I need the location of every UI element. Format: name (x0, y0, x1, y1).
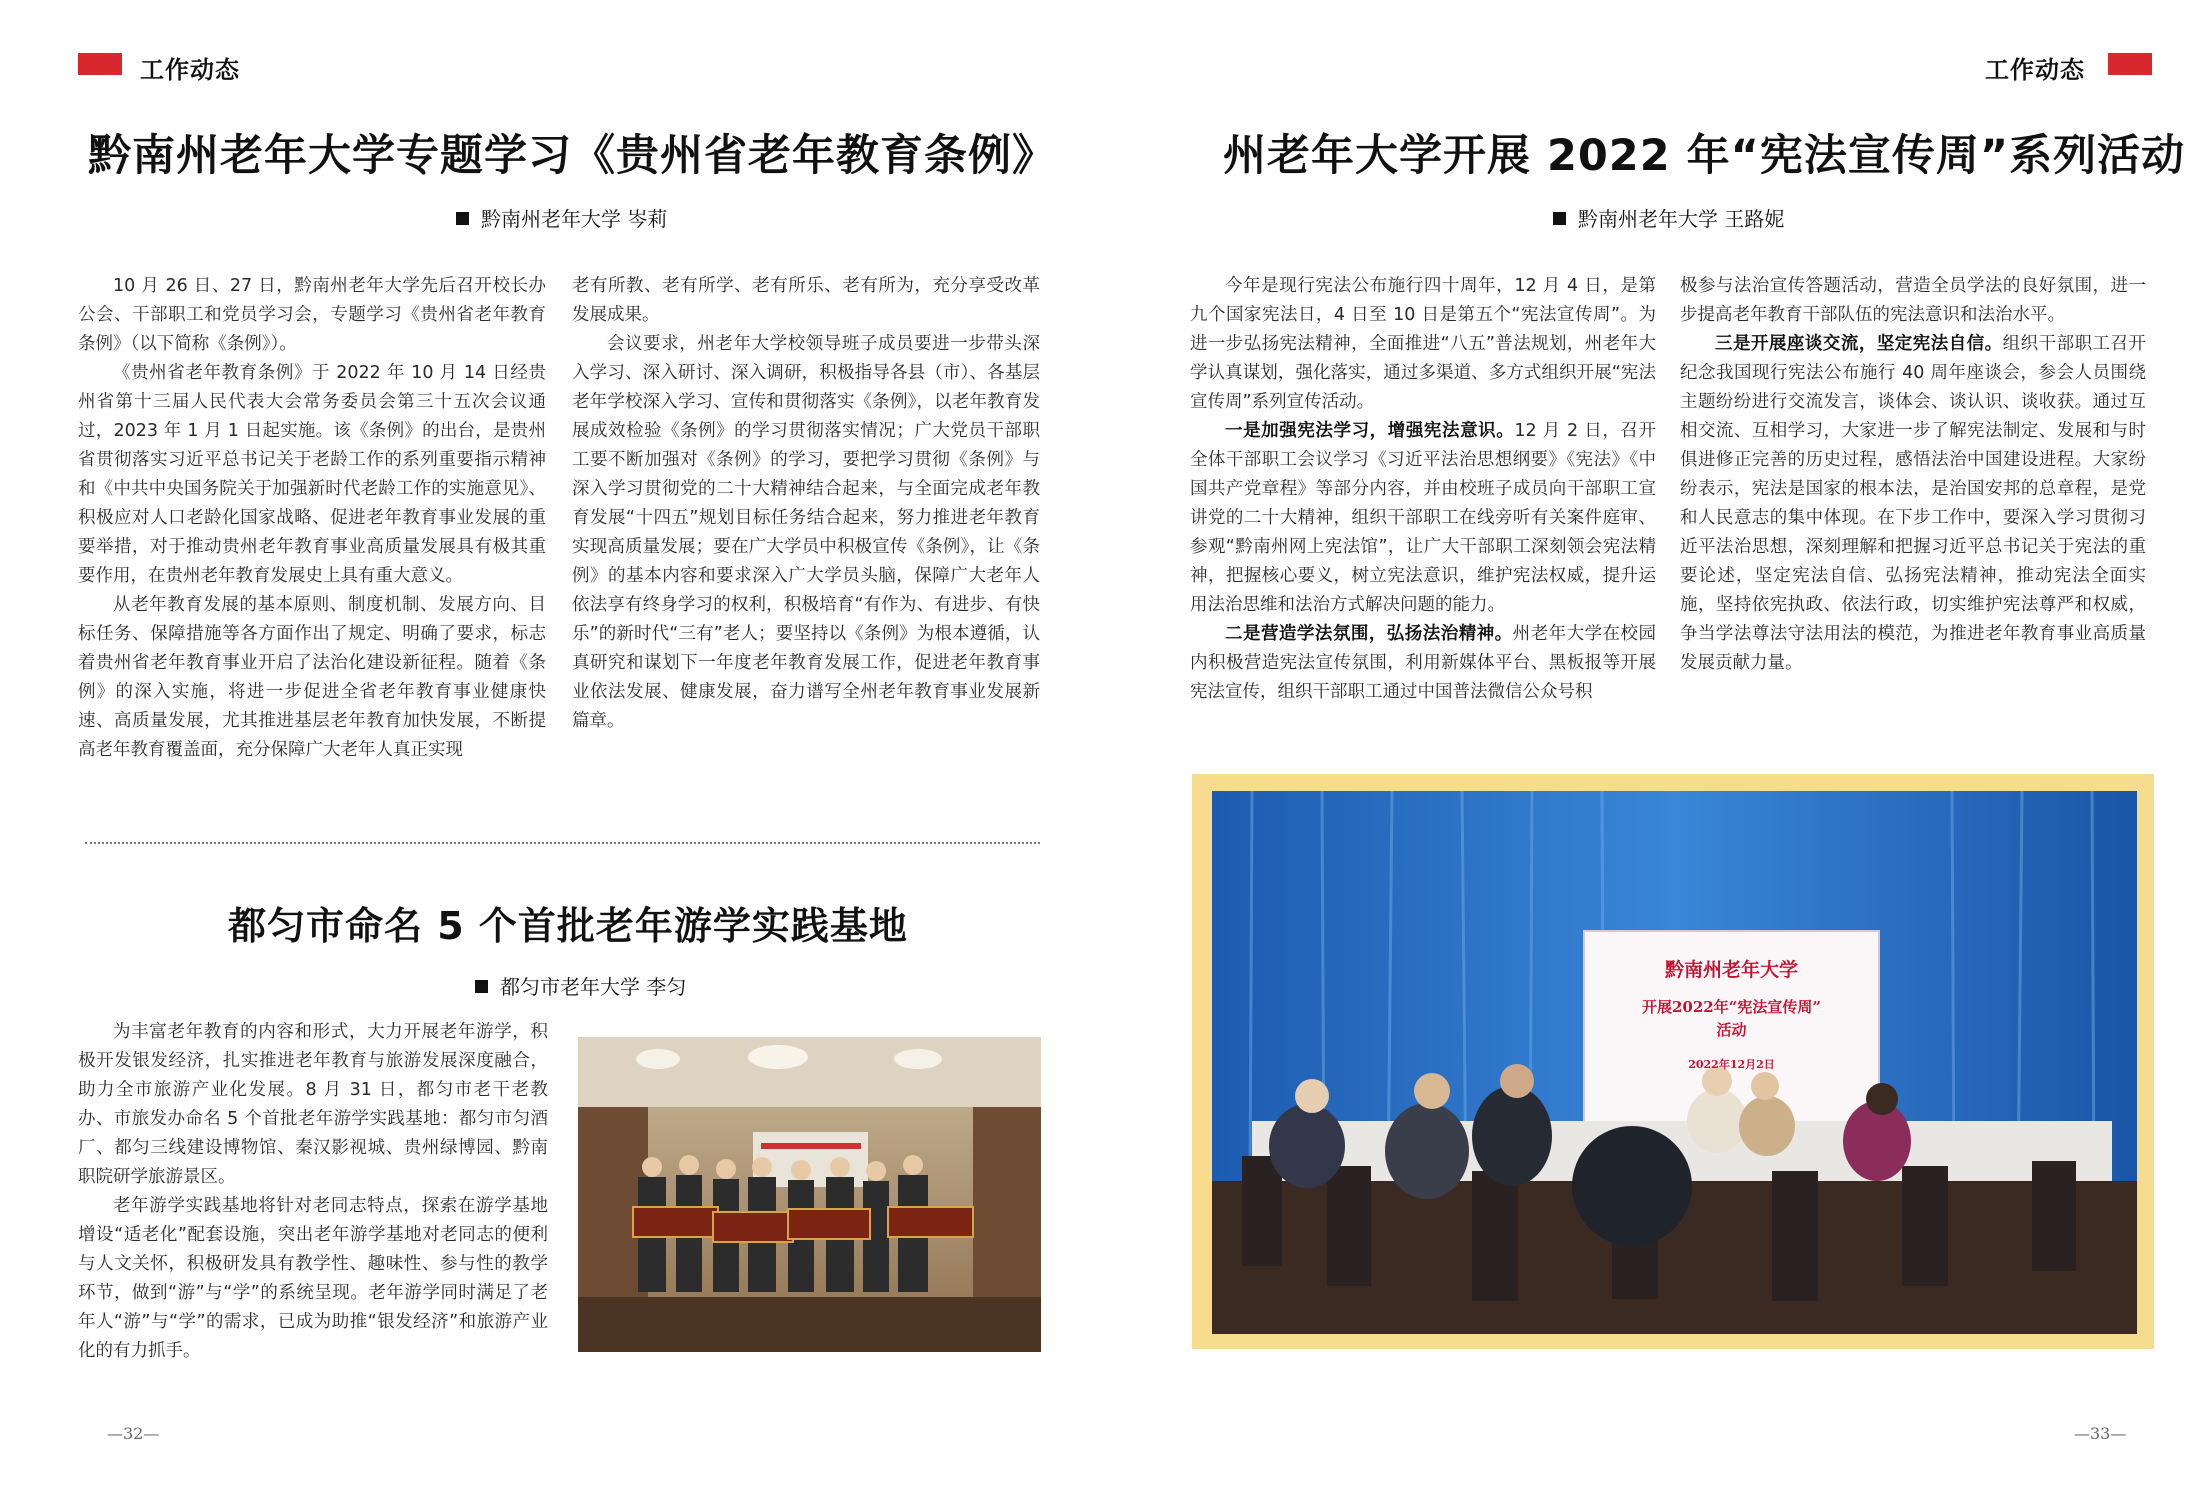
paragraph: 从老年教育发展的基本原则、制度机制、发展方向、目标任务、保障措施等各方面作出了规定、明确了要求，标志着贵州省老年教育事业开启了法治化建设新征程。随着《条例》的深入实施，将进一步促进全省老年教育事业健康快速、高质量发展，尤其推进基层老年教育加快发展，不断提高老年教育覆盖面，充分保障广大老年人真正实现 (78, 595, 546, 760)
screen-line-1: 黔南州老年大学 (1664, 959, 1798, 981)
byline-1: 黔南州老年大学 岑莉 (456, 203, 667, 232)
screen-text (1584, 931, 1879, 1136)
article-title-1: 黔南州老年大学专题学习《贵州省老年教育条例》 (88, 131, 1056, 181)
section-label-left: 工作动态 (140, 56, 240, 84)
paragraph: 会议要求，州老年大学校领导班子成员要进一步带头深入学习、深入研讨、深入调研，积极指导各县（市）、各基层老年学校深入学习、宣传和贯彻落实《条例》，以老年教育发展成效检验《条例》的学习贯彻落实情况；广大党员干部职工要不断加强对《条例》的学习，要把学习贯彻《条例》与深入学习贯彻党的二十大精神结合起来，与全面完成老年教育发展“十四五”规划目标任务结合起来，努力推进老年教育实现高质量发展；要在广大学员中积极宣传《条例》，让《条例》的基本内容和要求深入广大学员头脑，保障广大老年人依法享有终身学习的权利，积极培育“有作为、有进步、有快乐”的新时代“三有”老人；要坚持以《条例》为根本遵循，认真研究和谋划下一年度老年教育发展工作，促进老年教育事业依法发展、健康发展，奋力谱写全州老年教育事业发展新篇章。 (572, 334, 1040, 731)
screen-line-2: 开展2022年“宪法宣传周” (1641, 998, 1821, 1016)
page-number-left: —32— (107, 1424, 160, 1443)
article-title-3: 州老年大学开展 2022 年“宪法宣传周”系列活动 (1223, 131, 2186, 181)
photo-meeting (1212, 791, 2137, 1334)
page-number-right: —33— (2074, 1424, 2127, 1443)
paragraph: 为丰富老年教育的内容和形式，大力开展老年游学，积极开发银发经济，扎实推进老年教育与旅游发展深度融合，助力全市旅游产业化发展。8 月 31 日，都匀市老干老教办、市旅发办命名 5 个首批老年游学实践基地：都匀市匀酒厂、都匀三线建设博物馆、秦汉影视城、贵州绿博园、黔南职院研学旅游景区。 (78, 1022, 548, 1187)
article-title-2: 都匀市命名 5 个首批老年游学实践基地 (228, 904, 908, 948)
paragraph: 《贵州省老年教育条例》于 2022 年 10 月 14 日经贵州省第十三届人民代表大会常务委员会第三十五次会议通过，2023 年 1 月 1 日起实施。该《条例》的出台，是贵州省贯彻落实习近平总书记关于老龄工作的系列重要指示精神和《中共中央国务院关于加强新时代老龄工作的实施意见》、积极应对人口老龄化国家战略、促进老年教育事业发展的重要举措，对于推动贵州老年教育事业高质量发展具有极其重要作用，在贵州老年教育发展史上具有重大意义。 (78, 363, 546, 586)
ceremony-photo-illustration (578, 1037, 1041, 1352)
paragraph: 极参与法治宣传答题活动，营造全员学法的良好氛围，进一步提高老年教育干部队伍的宪法意识和法治水平。 (1680, 276, 2146, 325)
section-marker (2108, 53, 2152, 75)
article-1-column-2 (572, 272, 1040, 736)
article-1-column-1 (78, 272, 546, 765)
paragraph: 一是加强宪法学习，增强宪法意识。12 月 2 日，召开全体干部职工会议学习《习近平法治思想纲要》《宪法》《中国共产党章程》等部分内容，并由校班子成员向干部职工宣讲党的二十大精神，组织干部职工在线旁听有关案件庭审、参观“黔南州网上宪法馆”，让广大干部职工深刻领会宪法精神，把握核心要义，树立宪法意识，维护宪法权威，提升运用法治思维和法治方式解决问题的能力。 (1190, 421, 1656, 615)
paragraph: 老有所教、老有所学、老有所乐、老有所为，充分享受改革发展成果。 (572, 276, 1040, 325)
article-divider (85, 842, 1040, 844)
article-3-column-2 (1680, 272, 2146, 678)
paragraph: 三是开展座谈交流，坚定宪法自信。组织干部职工召开纪念我国现行宪法公布施行 40 周年座谈会，参会人员围绕主题纷纷进行交流发言，谈体会、谈认识、谈收获。通过互相交流、互相学习，大家进一步了解宪法制定、发展和与时俱进修正完善的历史过程，感悟法治中国建设进程。大家纷纷表示，宪法是国家的根本法，是治国安邦的总章程，是党和人民意志的集中体现。在下步工作中，要深入学习贯彻习近平法治思想，深刻理解和把握习近平总书记关于宪法的重要论述，坚定宪法自信、弘扬宪法精神，推动宪法全面实施，坚持依宪执政、依法行政，切实维护宪法尊严和权威，争当学法尊法守法用法的模范，为推进老年教育事业高质量发展贡献力量。 (1680, 334, 2147, 673)
photo-group-ceremony (578, 1037, 1041, 1352)
paragraph: 10 月 26 日、27 日，黔南州老年大学先后召开校长办公会、干部职工和党员学习会，专题学习《贵州省老年教育条例》（以下简称《条例》）。 (78, 276, 546, 354)
paragraph: 老年游学实践基地将针对老同志特点，探索在游学基地增设“适老化”配套设施，突出老年游学基地对老同志的便利与人文关怀，积极研发具有教学性、趣味性、参与性的教学环节，做到“游”与“学”的系统呈现。老年游学同时满足了老年人“游”与“学”的需求，已成为助推“银发经济”和旅游产业化的有力抓手。 (78, 1196, 548, 1361)
article-2-body (78, 1018, 548, 1366)
screen-line-3: 活动 (1716, 1021, 1747, 1039)
byline-2: 都匀市老年大学 李匀 (475, 971, 686, 1000)
paragraph: 今年是现行宪法公布施行四十周年，12 月 4 日，是第九个国家宪法日，4 日至 10 日是第五个“宪法宣传周”。为进一步弘扬宪法精神，全面推进“八五”普法规划，州老年大学认真谋划，强化落实，通过多渠道、多方式组织开展“宪法宣传周”系列宣传活动。 (1190, 276, 1656, 412)
section-marker (78, 53, 122, 75)
screen-line-4: 2022年12月2日 (1688, 1058, 1775, 1071)
byline-3: 黔南州老年大学 王路妮 (1553, 203, 1784, 232)
paragraph: 二是营造学法氛围，弘扬法治精神。州老年大学在校园内积极营造宪法宣传氛围，利用新媒体平台、黑板报等开展宪法宣传，组织干部职工通过中国普法微信公众号积 (1190, 624, 1657, 702)
article-3-column-1 (1190, 272, 1656, 707)
section-label-right: 工作动态 (1985, 56, 2085, 84)
